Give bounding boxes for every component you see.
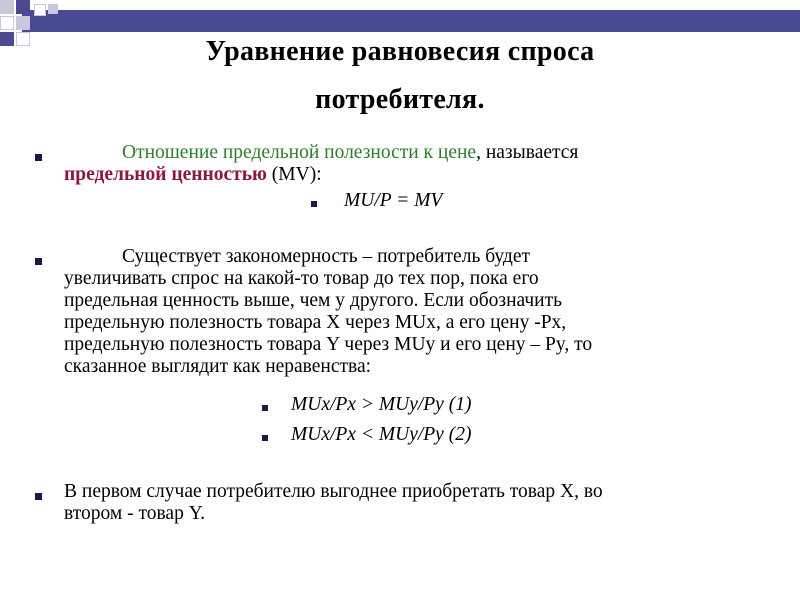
text-fragment: , называется: [476, 142, 579, 163]
slide-title-line2: потребителя.: [315, 84, 485, 115]
text-line: В первом случае потребителю выгоднее приобретать товар X, во: [64, 481, 603, 502]
text-line: увеличивать спрос на какой-то товар до тех пор, пока его: [64, 268, 539, 289]
header-band: [22, 10, 800, 32]
decor-square: [0, 0, 14, 14]
bullet-marker: [35, 154, 42, 161]
decor-square: [16, 0, 30, 14]
slide-title-line1: Уравнение равновесия спроса: [205, 36, 595, 67]
text-line: предельную полезность товара Y через MUy и его цену – Py, то: [64, 334, 593, 355]
text-line: предельная ценность выше, чем у другого. Если обозначить: [64, 290, 563, 311]
green-phrase: Отношение предельной полезности к цене: [122, 142, 477, 163]
decor-square: [0, 16, 14, 30]
text-line: Существует закономерность – потребитель будет: [122, 246, 531, 267]
paragraph-marginal-value: [64, 142, 764, 186]
paragraph-conclusion: [64, 481, 784, 525]
text-line: сказанное выглядит как неравенства:: [64, 356, 372, 377]
formula-mv: MU/P = MV: [344, 190, 443, 211]
decor-square: [34, 4, 46, 16]
text-line: предельную полезность товара X через MUx, а его цену -Px,: [64, 312, 567, 333]
bullet-marker: [35, 493, 42, 500]
formula-inequality-1: MUx/Px > MUy/Py (1): [291, 394, 472, 415]
term-marginal-value: предельной ценностью: [64, 164, 267, 185]
sub-bullet-marker: [262, 405, 268, 411]
bullet-marker: [35, 258, 42, 265]
text-line: втором - товар Y.: [64, 503, 206, 524]
decor-square: [48, 4, 58, 14]
text-fragment: (MV):: [266, 164, 322, 185]
formula-inequality-2: MUx/Px < MUy/Py (2): [291, 424, 472, 445]
paragraph-regularity: [64, 246, 784, 378]
sub-bullet-marker: [311, 201, 317, 207]
decor-square: [16, 16, 30, 30]
sub-bullet-marker: [262, 435, 268, 441]
